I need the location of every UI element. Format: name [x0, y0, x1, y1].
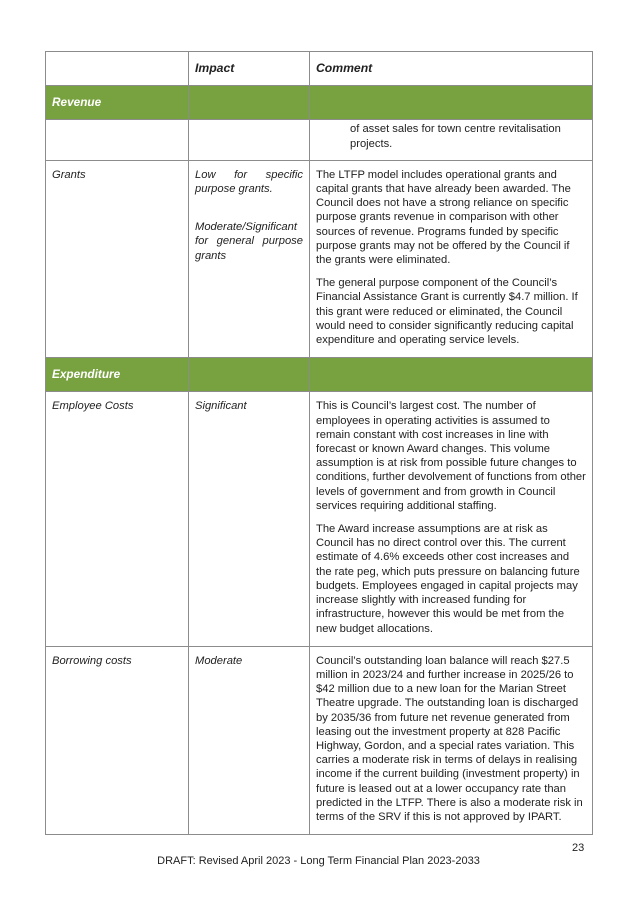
- table-row-borrowing-costs: [46, 646, 593, 834]
- comment-employee-p1: This is Council’s largest cost. The number of employees in operating activities is assumed to remain constant with cost increases in line with forecast or known Award changes. This volume assumption is at risk from possible future changes to conditions, further devolvement of functions from other levels of government and from growth in Council services requiring additional staffing.: [316, 400, 586, 512]
- row-label-borrowing-costs: Borrowing costs: [52, 654, 132, 667]
- comment-grants-p2: The general purpose component of the Council’s Financial Assistance Grant is currently $4.7 million. If this grant were reduced or eliminated, the Council would need to consider significantly reducing capital expenditure and operating service levels.: [316, 277, 578, 347]
- page-number: 23: [572, 842, 585, 854]
- row-label-employee-costs: Employee Costs: [52, 400, 134, 413]
- page-footer: DRAFT: Revised April 2023 - Long Term Financial Plan 2023-2033: [157, 855, 480, 867]
- header-comment: Comment: [316, 61, 373, 75]
- comment-grants-p1: The LTFP model includes operational grants and capital grants that have already been awarded. The Council does not have a strong reliance on specific purpose grants revenue in comparison with other sources of revenue. Programs funded by specific purpose grants may not be offered by the Council if the grants were eliminated.: [316, 168, 571, 267]
- continuation-text: of asset sales for town centre revitalisation projects.: [350, 123, 561, 150]
- impact-grants-specific: Low for specific purpose grants.: [195, 168, 303, 196]
- table-row-employee-costs: [46, 392, 593, 646]
- comment-employee-costs: [310, 392, 592, 645]
- section-label-expenditure: Expenditure: [52, 367, 121, 382]
- row-label-grants: Grants: [52, 168, 86, 181]
- section-row-expenditure: [46, 358, 593, 392]
- comment-grants: [310, 161, 592, 357]
- continuation-row: [46, 120, 593, 160]
- comment-employee-p2: The Award increase assumptions are at risk as Council has no direct control over this. The current estimate of 4.6% exceeds other cost increases and the rate peg, which puts pressure on balancing future budgets. Employees engaged in capital projects may increase slightly with increased funding for infrastructure, however this would be met from the new budget allocations.: [316, 523, 580, 635]
- impact-borrowing-costs: Moderate: [195, 654, 243, 667]
- impact-grants-general: Moderate/Significant for general purpose grants: [195, 221, 303, 262]
- impact-employee-costs: Significant: [195, 400, 247, 413]
- header-blank: [46, 52, 188, 71]
- comment-borrowing-p1: Council’s outstanding loan balance will reach $27.5 million in 2023/24 and further increase in 2025/26 to $42 million due to a new loan for the Marian Street Theatre upgrade. The outstanding loan is discharged by 2035/36 from future net revenue generated from leasing out the investment property at 828 Pacific Highway, Gordon, and a special rates variation. This carries a moderate risk in terms of delays in realising income if the current building (investment property) in future is leased out at a lower occupancy rate than predicted in the LTFP. There is also a moderate risk in terms of the SRV if this is not approved by IPART.: [316, 654, 583, 823]
- table-header-row: [46, 52, 593, 86]
- section-row-revenue: [46, 86, 593, 120]
- comment-borrowing-costs: [310, 647, 592, 834]
- impact-grants: [189, 161, 309, 273]
- risk-table: [45, 51, 593, 835]
- table-row-grants: [46, 160, 593, 357]
- section-label-revenue: Revenue: [52, 95, 102, 110]
- header-impact: Impact: [195, 61, 235, 75]
